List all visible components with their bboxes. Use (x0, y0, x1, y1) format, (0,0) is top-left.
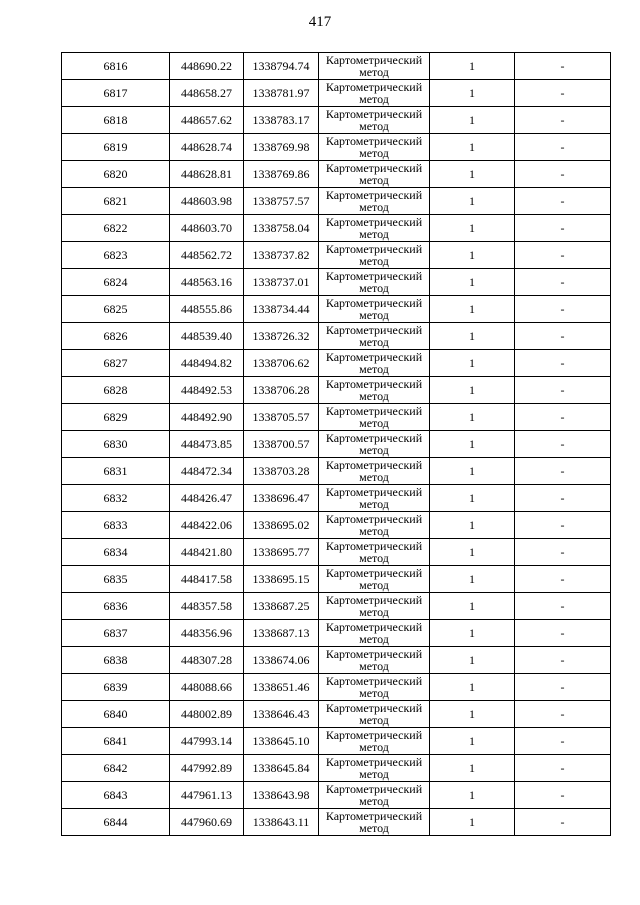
page-number: 417 (308, 14, 332, 30)
table-row (62, 620, 611, 647)
y-coordinate-cell: 1338769.98 (244, 134, 319, 161)
note-cell: - (515, 431, 611, 458)
x-coordinate-cell: 448307.28 (170, 647, 244, 674)
point-number-cell: 6819 (62, 134, 170, 161)
y-coordinate-cell: 1338646.43 (244, 701, 319, 728)
note-cell: - (515, 620, 611, 647)
point-number-cell: 6832 (62, 485, 170, 512)
accuracy-cell: 1 (430, 215, 515, 242)
accuracy-cell: 1 (430, 593, 515, 620)
method-cell: Картометрический метод (319, 53, 430, 80)
method-cell: Картометрический метод (319, 404, 430, 431)
point-number-cell: 6818 (62, 107, 170, 134)
table-row (62, 215, 611, 242)
point-number-cell: 6816 (62, 53, 170, 80)
y-coordinate-cell: 1338695.77 (244, 539, 319, 566)
method-cell: Картометрический метод (319, 512, 430, 539)
method-cell: Картометрический метод (319, 728, 430, 755)
point-number-cell: 6817 (62, 80, 170, 107)
table-row (62, 134, 611, 161)
method-cell: Картометрический метод (319, 80, 430, 107)
x-coordinate-cell: 448628.81 (170, 161, 244, 188)
point-number-cell: 6833 (62, 512, 170, 539)
point-number-cell: 6825 (62, 296, 170, 323)
y-coordinate-cell: 1338737.01 (244, 269, 319, 296)
method-cell: Картометрический метод (319, 107, 430, 134)
note-cell: - (515, 566, 611, 593)
table-row (62, 647, 611, 674)
accuracy-cell: 1 (430, 53, 515, 80)
point-number-cell: 6841 (62, 728, 170, 755)
table-row (62, 350, 611, 377)
table-row (62, 431, 611, 458)
point-number-cell: 6830 (62, 431, 170, 458)
y-coordinate-cell: 1338783.17 (244, 107, 319, 134)
note-cell: - (515, 53, 611, 80)
y-coordinate-cell: 1338769.86 (244, 161, 319, 188)
note-cell: - (515, 188, 611, 215)
note-cell: - (515, 701, 611, 728)
note-cell: - (515, 647, 611, 674)
y-coordinate-cell: 1338645.10 (244, 728, 319, 755)
y-coordinate-cell: 1338726.32 (244, 323, 319, 350)
note-cell: - (515, 242, 611, 269)
table-row (62, 512, 611, 539)
accuracy-cell: 1 (430, 80, 515, 107)
y-coordinate-cell: 1338695.15 (244, 566, 319, 593)
x-coordinate-cell: 448494.82 (170, 350, 244, 377)
method-cell: Картометрический метод (319, 350, 430, 377)
table-row (62, 593, 611, 620)
method-cell: Картометрический метод (319, 188, 430, 215)
x-coordinate-cell: 448492.53 (170, 377, 244, 404)
accuracy-cell: 1 (430, 269, 515, 296)
note-cell: - (515, 80, 611, 107)
table-row (62, 485, 611, 512)
x-coordinate-cell: 448417.58 (170, 566, 244, 593)
table-row (62, 161, 611, 188)
note-cell: - (515, 377, 611, 404)
note-cell: - (515, 539, 611, 566)
note-cell: - (515, 593, 611, 620)
x-coordinate-cell: 447961.13 (170, 782, 244, 809)
x-coordinate-cell: 448603.70 (170, 215, 244, 242)
accuracy-cell: 1 (430, 404, 515, 431)
x-coordinate-cell: 448421.80 (170, 539, 244, 566)
accuracy-cell: 1 (430, 350, 515, 377)
point-number-cell: 6842 (62, 755, 170, 782)
note-cell: - (515, 323, 611, 350)
table-row (62, 107, 611, 134)
accuracy-cell: 1 (430, 296, 515, 323)
method-cell: Картометрический метод (319, 161, 430, 188)
accuracy-cell: 1 (430, 566, 515, 593)
coordinates-table-body (62, 53, 611, 836)
y-coordinate-cell: 1338696.47 (244, 485, 319, 512)
method-cell: Картометрический метод (319, 647, 430, 674)
coordinates-table (61, 52, 611, 836)
table-row (62, 782, 611, 809)
note-cell: - (515, 107, 611, 134)
method-cell: Картометрический метод (319, 215, 430, 242)
point-number-cell: 6839 (62, 674, 170, 701)
accuracy-cell: 1 (430, 539, 515, 566)
accuracy-cell: 1 (430, 134, 515, 161)
x-coordinate-cell: 448658.27 (170, 80, 244, 107)
method-cell: Картометрический метод (319, 593, 430, 620)
note-cell: - (515, 404, 611, 431)
accuracy-cell: 1 (430, 755, 515, 782)
method-cell: Картометрический метод (319, 674, 430, 701)
accuracy-cell: 1 (430, 485, 515, 512)
note-cell: - (515, 458, 611, 485)
table-row (62, 566, 611, 593)
y-coordinate-cell: 1338757.57 (244, 188, 319, 215)
y-coordinate-cell: 1338703.28 (244, 458, 319, 485)
note-cell: - (515, 296, 611, 323)
y-coordinate-cell: 1338674.06 (244, 647, 319, 674)
accuracy-cell: 1 (430, 431, 515, 458)
x-coordinate-cell: 448603.98 (170, 188, 244, 215)
note-cell: - (515, 485, 611, 512)
table-row (62, 539, 611, 566)
x-coordinate-cell: 448628.74 (170, 134, 244, 161)
table-row (62, 809, 611, 836)
y-coordinate-cell: 1338781.97 (244, 80, 319, 107)
y-coordinate-cell: 1338706.28 (244, 377, 319, 404)
x-coordinate-cell: 448422.06 (170, 512, 244, 539)
x-coordinate-cell: 448473.85 (170, 431, 244, 458)
x-coordinate-cell: 448539.40 (170, 323, 244, 350)
table-row (62, 269, 611, 296)
table-row (62, 755, 611, 782)
table-row (62, 728, 611, 755)
note-cell: - (515, 782, 611, 809)
y-coordinate-cell: 1338706.62 (244, 350, 319, 377)
table-row (62, 458, 611, 485)
y-coordinate-cell: 1338794.74 (244, 53, 319, 80)
y-coordinate-cell: 1338700.57 (244, 431, 319, 458)
y-coordinate-cell: 1338758.04 (244, 215, 319, 242)
method-cell: Картометрический метод (319, 431, 430, 458)
y-coordinate-cell: 1338695.02 (244, 512, 319, 539)
x-coordinate-cell: 448357.58 (170, 593, 244, 620)
x-coordinate-cell: 448657.62 (170, 107, 244, 134)
y-coordinate-cell: 1338643.98 (244, 782, 319, 809)
method-cell: Картометрический метод (319, 323, 430, 350)
note-cell: - (515, 215, 611, 242)
y-coordinate-cell: 1338643.11 (244, 809, 319, 836)
accuracy-cell: 1 (430, 458, 515, 485)
note-cell: - (515, 728, 611, 755)
table-row (62, 323, 611, 350)
method-cell: Картометрический метод (319, 701, 430, 728)
accuracy-cell: 1 (430, 647, 515, 674)
x-coordinate-cell: 448690.22 (170, 53, 244, 80)
y-coordinate-cell: 1338651.46 (244, 674, 319, 701)
point-number-cell: 6840 (62, 701, 170, 728)
x-coordinate-cell: 448356.96 (170, 620, 244, 647)
y-coordinate-cell: 1338687.13 (244, 620, 319, 647)
x-coordinate-cell: 448002.89 (170, 701, 244, 728)
method-cell: Картометрический метод (319, 296, 430, 323)
accuracy-cell: 1 (430, 188, 515, 215)
x-coordinate-cell: 447993.14 (170, 728, 244, 755)
table-row (62, 188, 611, 215)
method-cell: Картометрический метод (319, 242, 430, 269)
point-number-cell: 6843 (62, 782, 170, 809)
method-cell: Картометрический метод (319, 134, 430, 161)
method-cell: Картометрический метод (319, 620, 430, 647)
note-cell: - (515, 674, 611, 701)
point-number-cell: 6821 (62, 188, 170, 215)
table-row (62, 296, 611, 323)
table-row (62, 674, 611, 701)
point-number-cell: 6820 (62, 161, 170, 188)
point-number-cell: 6838 (62, 647, 170, 674)
point-number-cell: 6823 (62, 242, 170, 269)
method-cell: Картометрический метод (319, 485, 430, 512)
y-coordinate-cell: 1338737.82 (244, 242, 319, 269)
note-cell: - (515, 809, 611, 836)
accuracy-cell: 1 (430, 701, 515, 728)
point-number-cell: 6836 (62, 593, 170, 620)
accuracy-cell: 1 (430, 728, 515, 755)
accuracy-cell: 1 (430, 377, 515, 404)
method-cell: Картометрический метод (319, 809, 430, 836)
accuracy-cell: 1 (430, 674, 515, 701)
accuracy-cell: 1 (430, 809, 515, 836)
method-cell: Картометрический метод (319, 566, 430, 593)
y-coordinate-cell: 1338687.25 (244, 593, 319, 620)
method-cell: Картометрический метод (319, 458, 430, 485)
y-coordinate-cell: 1338734.44 (244, 296, 319, 323)
x-coordinate-cell: 448492.90 (170, 404, 244, 431)
x-coordinate-cell: 448426.47 (170, 485, 244, 512)
method-cell: Картометрический метод (319, 755, 430, 782)
point-number-cell: 6824 (62, 269, 170, 296)
table-row (62, 53, 611, 80)
y-coordinate-cell: 1338645.84 (244, 755, 319, 782)
x-coordinate-cell: 447960.69 (170, 809, 244, 836)
method-cell: Картометрический метод (319, 377, 430, 404)
note-cell: - (515, 755, 611, 782)
point-number-cell: 6844 (62, 809, 170, 836)
accuracy-cell: 1 (430, 323, 515, 350)
table-row (62, 404, 611, 431)
table-row (62, 701, 611, 728)
x-coordinate-cell: 448088.66 (170, 674, 244, 701)
point-number-cell: 6827 (62, 350, 170, 377)
x-coordinate-cell: 447992.89 (170, 755, 244, 782)
table-row (62, 80, 611, 107)
point-number-cell: 6831 (62, 458, 170, 485)
accuracy-cell: 1 (430, 782, 515, 809)
note-cell: - (515, 269, 611, 296)
accuracy-cell: 1 (430, 620, 515, 647)
point-number-cell: 6837 (62, 620, 170, 647)
accuracy-cell: 1 (430, 512, 515, 539)
x-coordinate-cell: 448562.72 (170, 242, 244, 269)
accuracy-cell: 1 (430, 161, 515, 188)
table-row (62, 242, 611, 269)
x-coordinate-cell: 448472.34 (170, 458, 244, 485)
method-cell: Картометрический метод (319, 539, 430, 566)
accuracy-cell: 1 (430, 242, 515, 269)
note-cell: - (515, 161, 611, 188)
point-number-cell: 6828 (62, 377, 170, 404)
point-number-cell: 6834 (62, 539, 170, 566)
note-cell: - (515, 350, 611, 377)
point-number-cell: 6835 (62, 566, 170, 593)
method-cell: Картометрический метод (319, 782, 430, 809)
y-coordinate-cell: 1338705.57 (244, 404, 319, 431)
accuracy-cell: 1 (430, 107, 515, 134)
note-cell: - (515, 134, 611, 161)
x-coordinate-cell: 448563.16 (170, 269, 244, 296)
note-cell: - (515, 512, 611, 539)
point-number-cell: 6826 (62, 323, 170, 350)
x-coordinate-cell: 448555.86 (170, 296, 244, 323)
table-row (62, 377, 611, 404)
method-cell: Картометрический метод (319, 269, 430, 296)
point-number-cell: 6829 (62, 404, 170, 431)
point-number-cell: 6822 (62, 215, 170, 242)
